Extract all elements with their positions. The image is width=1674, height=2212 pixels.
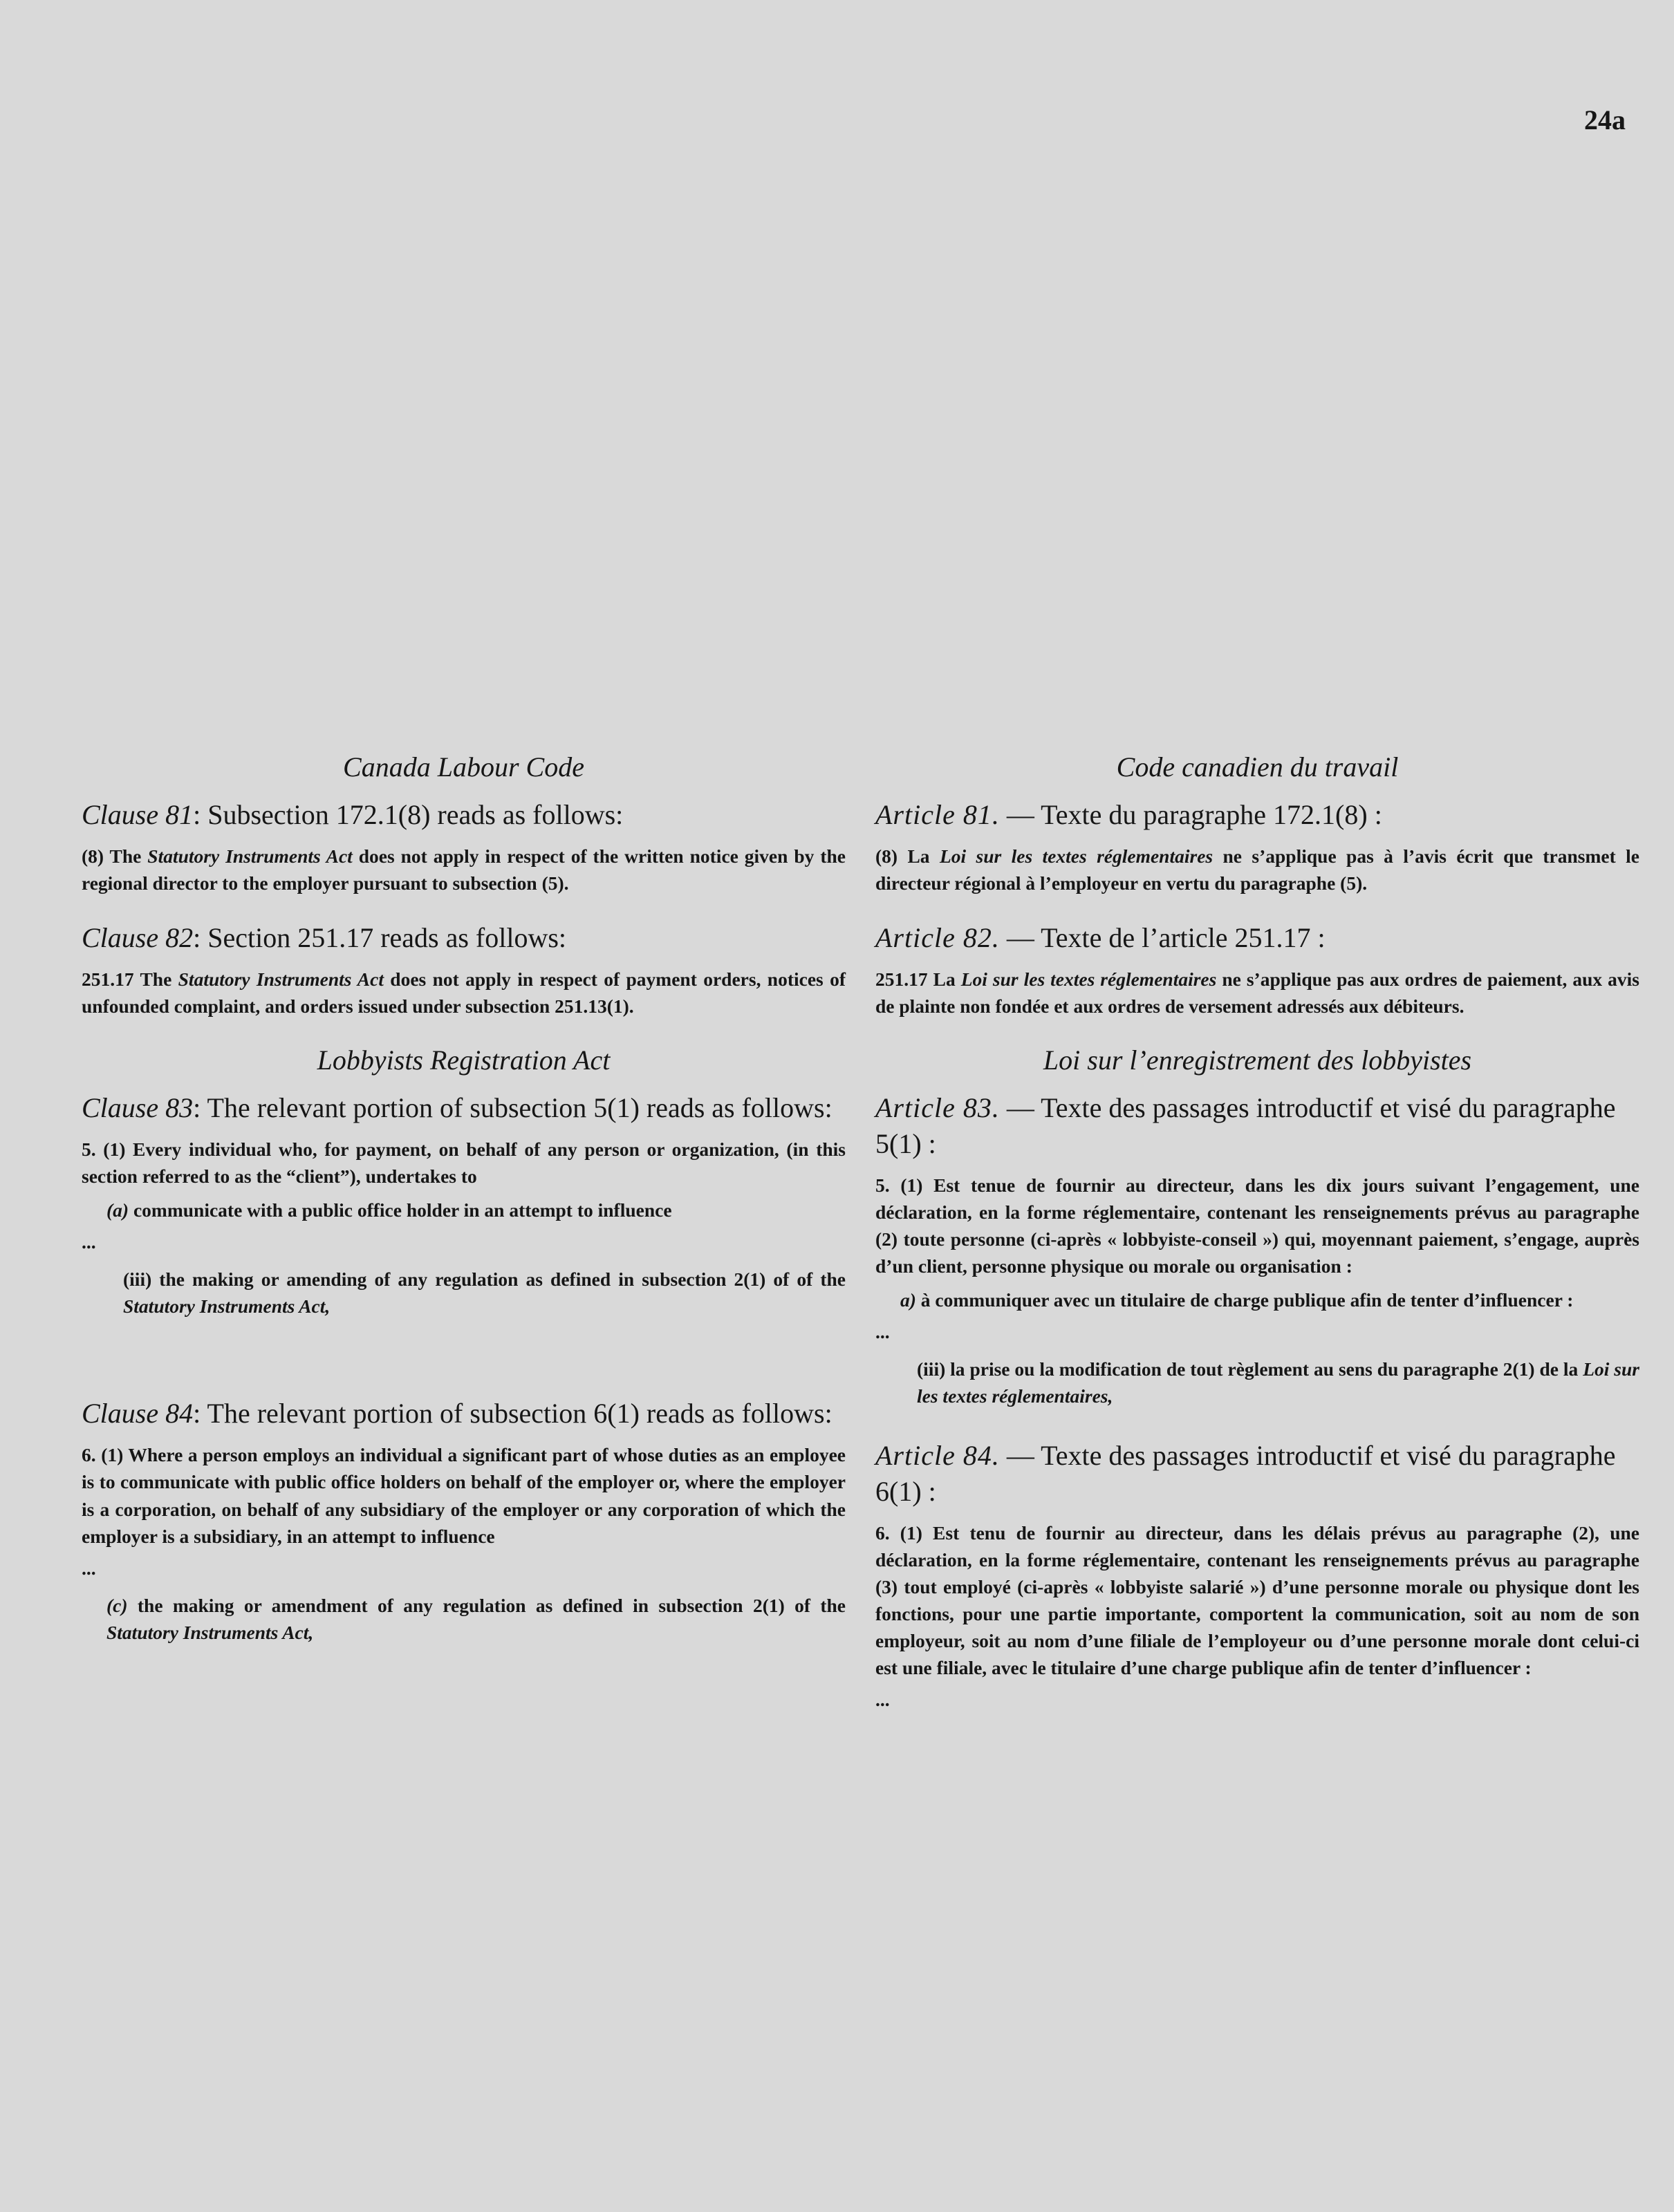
clause-81-label: Clause 81 xyxy=(82,799,194,830)
act-title-canada-labour-code: Canada Labour Code xyxy=(343,751,584,782)
article-83-heading xyxy=(875,1090,1639,1162)
clause-82-heading-text: : Section 251.17 reads as follows: xyxy=(193,922,567,954)
article-82-label: Article 82. xyxy=(875,922,1000,954)
sous-alinea-iii-text xyxy=(875,1356,1639,1409)
french-column xyxy=(875,750,1639,1734)
subsection-6-1-text: 6. (1) Where a person employs an individual a significant part of whose duties as an employee is to communicate with public office holders on behalf of the employer or, where the employer is a corporation, on behalf of any subsidiary of the employer or any corporation of which the employer is a subsidiary, in an attempt to influence xyxy=(82,1444,846,1547)
paragraphe-6-1-text: 6. (1) Est tenu de fournir au directeur, dans les délais prévus au paragraphe (2), une déclaration, en la forme réglementaire, contenant les renseignements prévus au paragraphe (3) tout employé (ci-après « lobbyiste salarié ») d’une personne morale ou physique dont les fonctions, pour une partie importante, comportent la communication, soit au nom de son employeur, soit au nom d’une filiale de l’employeur ou d’une personne morale dont celui-ci est une filiale, avec le titulaire d’une charge publique afin de tenter d’influencer : xyxy=(875,1521,1639,1678)
article-83-heading-text: — Texte des passages introductif et visé du paragraphe 5(1) : xyxy=(875,1092,1616,1160)
paragraph-a-text xyxy=(82,1197,846,1224)
article-81 xyxy=(875,797,1639,897)
text-run: (iii) the making or amending of any regulation as defined in subsection 2(1) of of the xyxy=(123,1268,846,1291)
article-84-heading-text: — Texte des passages introductif et visé du paragraphe 6(1) : xyxy=(875,1439,1616,1507)
act-title-lobbyists-registration-act: Lobbyists Registration Act xyxy=(317,1044,611,1076)
clause-83-heading xyxy=(82,1090,846,1126)
clause-83 xyxy=(82,1090,846,1320)
text-run: 251.17 The xyxy=(82,968,178,991)
paragraph-marker: (a) xyxy=(106,1199,129,1221)
page-number: 24a xyxy=(1584,104,1626,135)
article-251-17-text xyxy=(875,966,1639,1020)
act-title-code-canadien-du-travail: Code canadien du travail xyxy=(1116,751,1399,782)
subparagraph-iii-text xyxy=(82,1266,846,1320)
section-251-17-text xyxy=(82,966,846,1020)
subsection-5-1-text: 5. (1) Every individual who, for payment, on behalf of any person or organization, (in this section referred to as the “client”), undertakes to xyxy=(82,1138,846,1188)
article-81-label: Article 81. xyxy=(875,799,1000,830)
text-run: à communiquer avec un titulaire de charge publique afin de tenter d’influencer : xyxy=(915,1289,1574,1311)
clause-82-label: Clause 82 xyxy=(82,922,194,954)
article-84 xyxy=(875,1438,1639,1711)
article-81-heading-text: — Texte du paragraphe 172.1(8) : xyxy=(999,799,1382,830)
clause-81-heading xyxy=(82,797,846,833)
paragraph-c-text xyxy=(82,1592,846,1646)
clause-84-heading xyxy=(82,1396,846,1432)
ellipsis: ... xyxy=(875,1688,890,1710)
act-name: Statutory Instruments Act, xyxy=(123,1295,331,1318)
article-82 xyxy=(875,920,1639,1020)
article-84-label: Article 84. xyxy=(875,1439,1000,1471)
act-name: Loi sur les textes réglementaires, xyxy=(917,1358,1639,1407)
text-run: the making or amendment of any regulation as defined in subsection 2(1) of the xyxy=(127,1594,846,1616)
clause-84-label: Clause 84 xyxy=(82,1398,194,1430)
clause-81 xyxy=(82,797,846,897)
text-run: (8) La xyxy=(875,845,940,867)
article-82-heading xyxy=(875,920,1639,956)
act-name: Statutory Instruments Act xyxy=(147,845,353,867)
clause-83-heading-text: : The relevant portion of subsection 5(1) reads as follows: xyxy=(193,1092,833,1124)
clause-84-heading-text: : The relevant portion of subsection 6(1) reads as follows: xyxy=(193,1398,833,1430)
text-run: 251.17 La xyxy=(875,968,961,991)
clause-82 xyxy=(82,920,846,1020)
ellipsis: ... xyxy=(82,1557,96,1579)
act-name: Loi sur les textes réglementaires xyxy=(960,968,1217,991)
act-name: Loi sur les textes réglementaires xyxy=(939,845,1213,867)
paragraphe-172-1-8-text xyxy=(875,843,1639,897)
alinea-a-text xyxy=(875,1286,1639,1313)
act-name: Statutory Instruments Act xyxy=(178,968,384,991)
clause-84 xyxy=(82,1396,846,1645)
clause-82-heading xyxy=(82,920,846,956)
act-name: Statutory Instruments Act, xyxy=(106,1621,314,1643)
text-run: ne s’applique pas aux ordres de paiement, aux avis de plainte non fondée et aux ordres de versement adressés aux débiteurs. xyxy=(875,968,1639,1018)
article-83-label: Article 83. xyxy=(875,1092,1000,1124)
text-run: (iii) la prise ou la modification de tout règlement au sens du paragraphe 2(1) de la xyxy=(917,1358,1583,1380)
ellipsis: ... xyxy=(82,1231,96,1253)
article-84-heading xyxy=(875,1438,1639,1510)
article-82-heading-text: — Texte de l’article 251.17 : xyxy=(999,922,1326,954)
text-run: ne s’applique pas à l’avis écrit que transmet le directeur régional à l’employeur en vertu du paragraphe (5). xyxy=(875,845,1639,894)
text-run: communicate with a public office holder in an attempt to influence xyxy=(129,1199,672,1221)
article-83 xyxy=(875,1090,1639,1409)
english-column xyxy=(82,750,846,1669)
paragraphe-5-1-text: 5. (1) Est tenue de fournir au directeur, dans les dix jours suivant l’engagement, une déclaration, en la forme réglementaire, contenant les renseignements prévus au paragraphe (2) toute personne (ci-après « lobbyiste-conseil ») qui, moyennant paiement, s’engage, auprès d’un client, personne physique ou morale ou organisation : xyxy=(875,1174,1639,1277)
article-81-heading xyxy=(875,797,1639,833)
clause-83-label: Clause 83 xyxy=(82,1092,194,1124)
ellipsis: ... xyxy=(875,1321,890,1343)
text-run: (8) The xyxy=(82,845,148,867)
act-title-loi-enregistrement-lobbyistes: Loi sur l’enregistrement des lobbyistes xyxy=(1043,1044,1472,1076)
clause-81-heading-text: : Subsection 172.1(8) reads as follows: xyxy=(193,799,624,830)
paragraph-marker: (c) xyxy=(106,1594,128,1616)
paragraph-marker: a) xyxy=(900,1289,916,1311)
text-run: does not apply in respect of payment orders, notices of unfounded complaint, and orders issued under subsection 251.13(1). xyxy=(82,968,846,1018)
text-run: does not apply in respect of the written notice given by the regional director to the employer pursuant to subsection (5). xyxy=(82,845,846,894)
subsection-172-1-8-text xyxy=(82,843,846,897)
